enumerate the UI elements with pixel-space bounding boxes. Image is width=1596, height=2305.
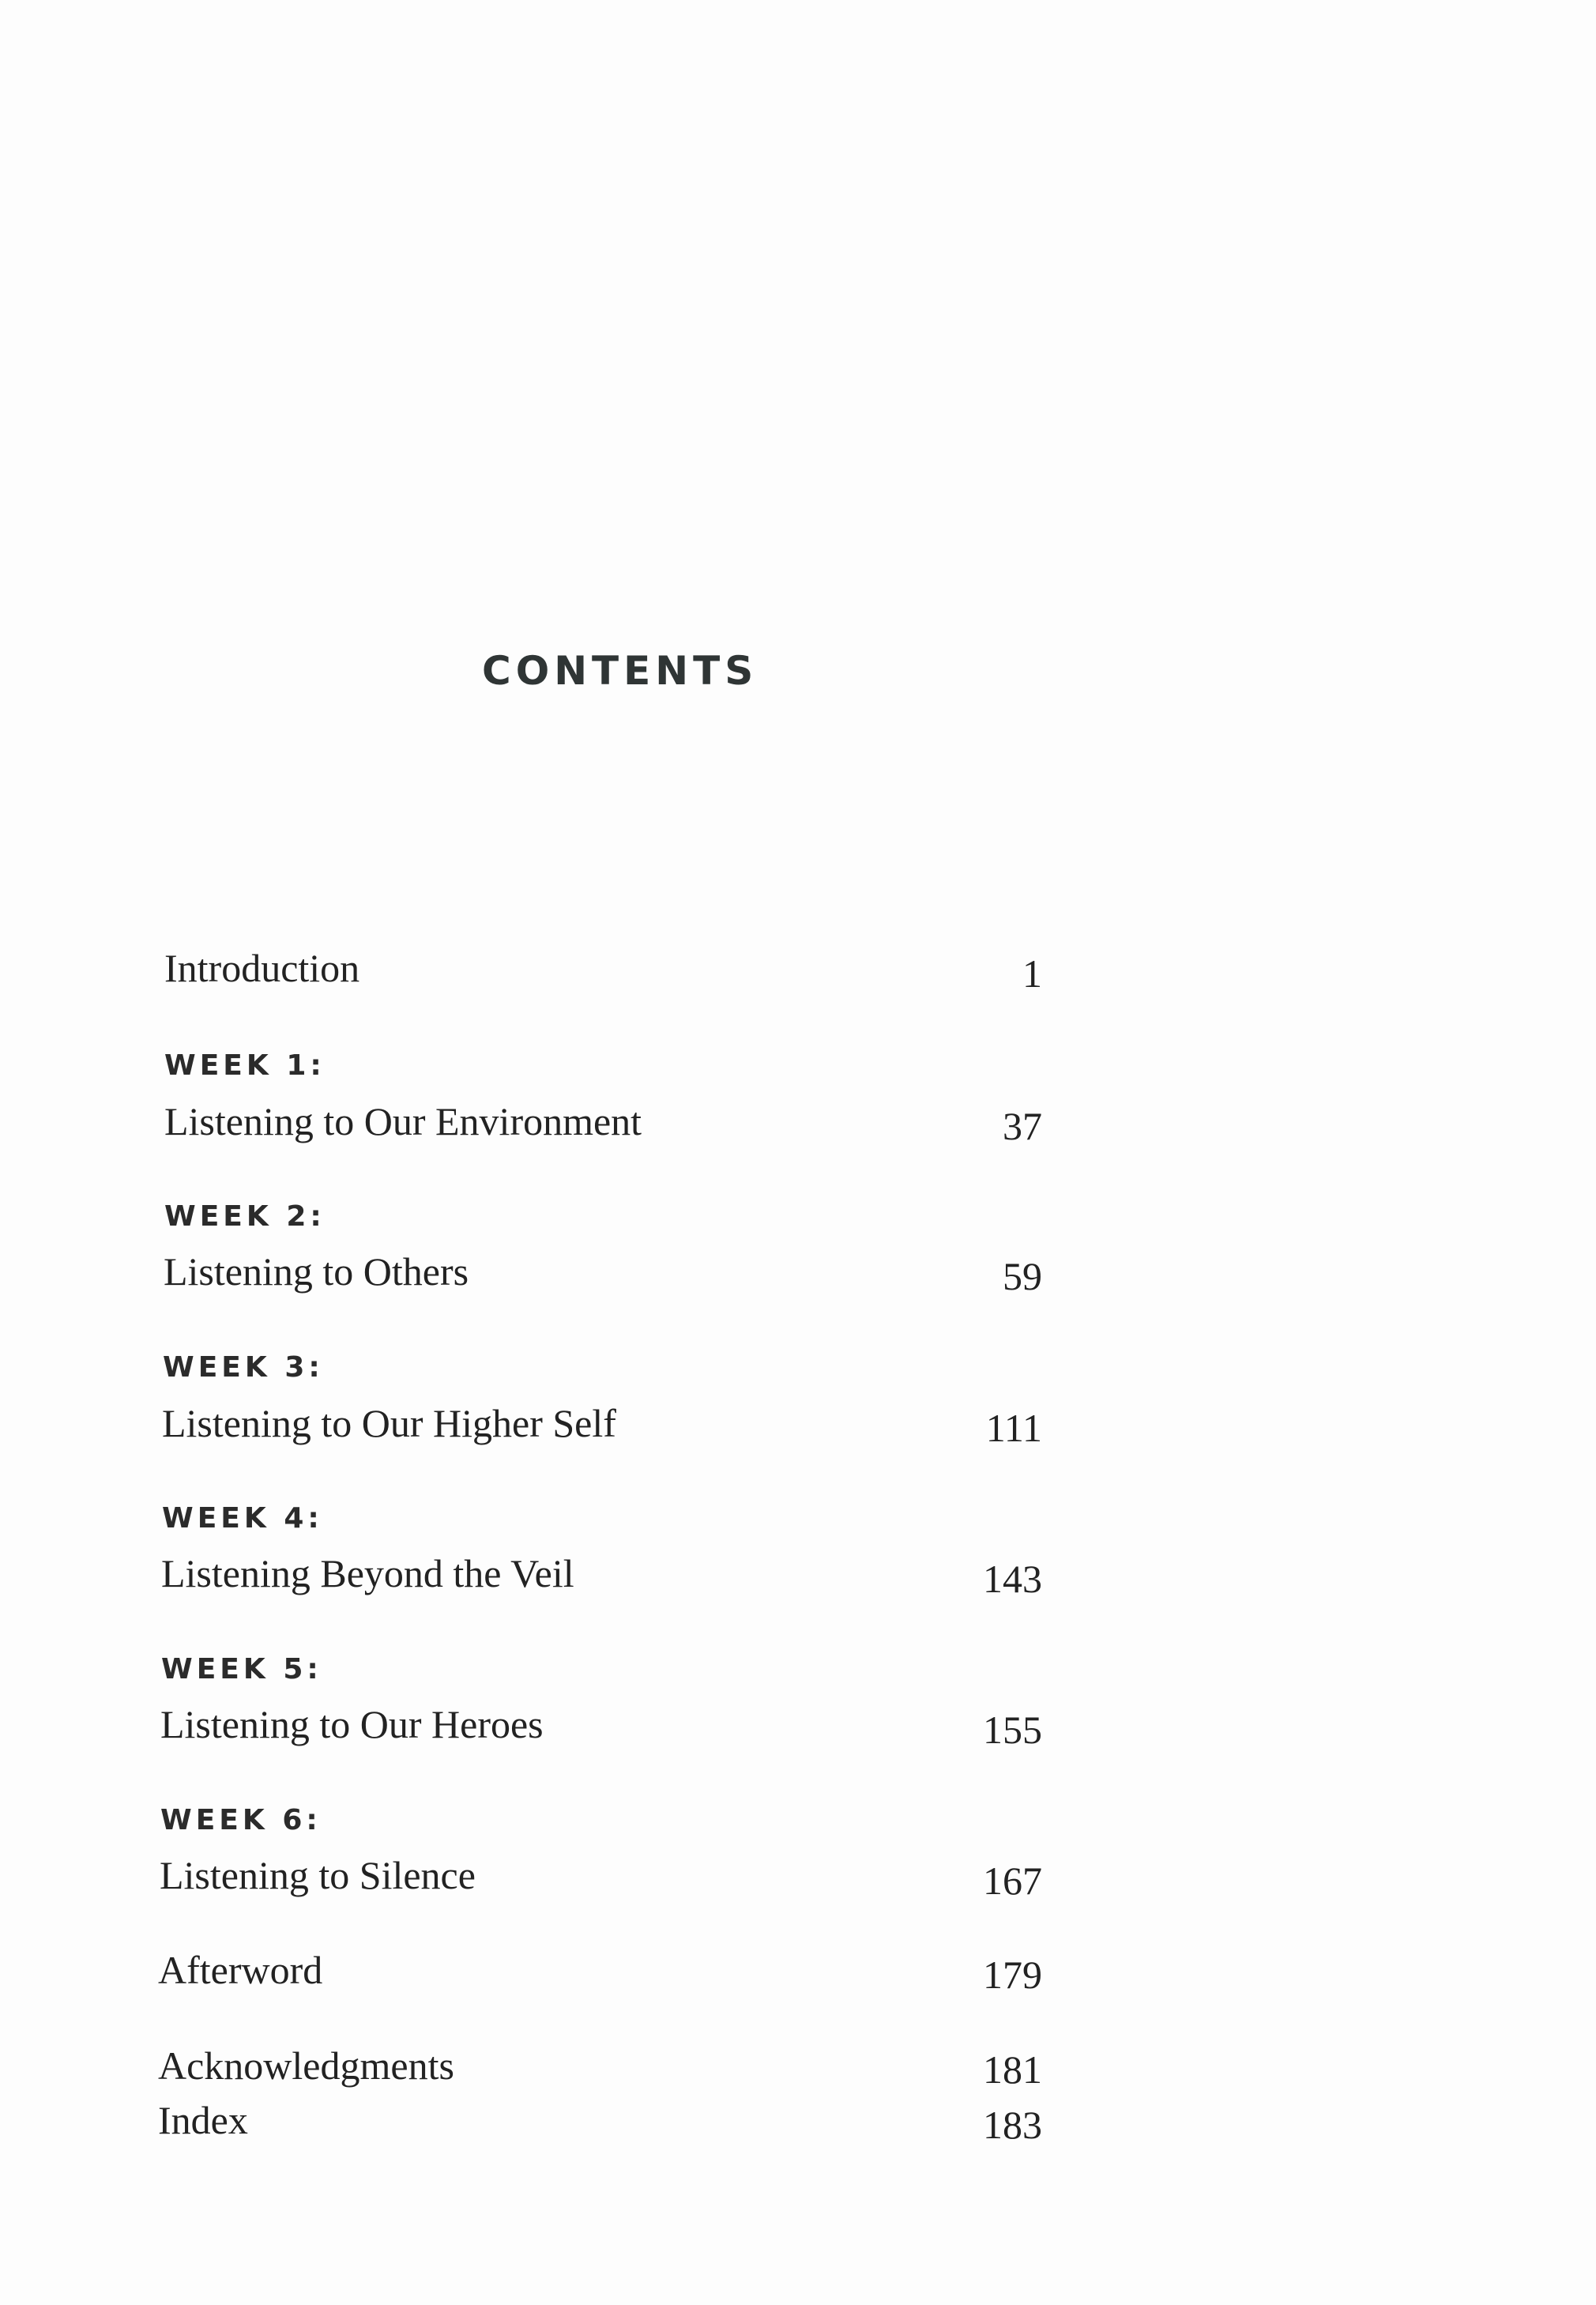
toc-week-label-2: WEEK 2: <box>164 1200 326 1233</box>
toc-entry-title-week-6: Listening to Silence <box>160 1853 476 1897</box>
toc-entry-page-week-2: 59 <box>1003 1254 1042 1298</box>
toc-entry-title-week-1: Listening to Our Environment <box>164 1099 642 1143</box>
toc-entry-page-week-6: 167 <box>983 1859 1042 1903</box>
toc-entry-page-afterword: 179 <box>983 1953 1042 1997</box>
toc-entry-title-acknowledgments: Acknowledgments <box>158 2043 454 2088</box>
contents-heading: CONTENTS <box>482 648 758 694</box>
toc-entry-title-week-2: Listening to Others <box>164 1249 469 1294</box>
toc-entry-page-week-1: 37 <box>1003 1104 1042 1148</box>
toc-entry-title-week-4: Listening Beyond the Veil <box>161 1551 574 1595</box>
toc-entry-page-week-4: 143 <box>983 1557 1042 1601</box>
toc-week-label-1: WEEK 1: <box>164 1049 326 1082</box>
toc-entry-title-week-5: Listening to Our Heroes <box>160 1702 544 1746</box>
toc-entry-title-index: Index <box>158 2098 248 2142</box>
toc-entry-page-week-5: 155 <box>983 1708 1042 1752</box>
toc-entry-title-week-3: Listening to Our Higher Self <box>162 1401 616 1445</box>
toc-entry-title-afterword: Afterword <box>158 1948 323 1992</box>
toc-week-label-6: WEEK 6: <box>160 1804 322 1836</box>
toc-entry-page-index: 183 <box>983 2103 1042 2147</box>
toc-entry-page-week-3: 111 <box>985 1406 1042 1450</box>
toc-week-label-4: WEEK 4: <box>162 1502 323 1535</box>
toc-entry-page-acknowledgments: 181 <box>983 2047 1042 2092</box>
toc-entry-title-introduction: Introduction <box>164 946 360 990</box>
toc-week-label-5: WEEK 5: <box>161 1653 322 1685</box>
toc-entry-page-introduction: 1 <box>1022 951 1042 996</box>
toc-week-label-3: WEEK 3: <box>163 1351 324 1384</box>
